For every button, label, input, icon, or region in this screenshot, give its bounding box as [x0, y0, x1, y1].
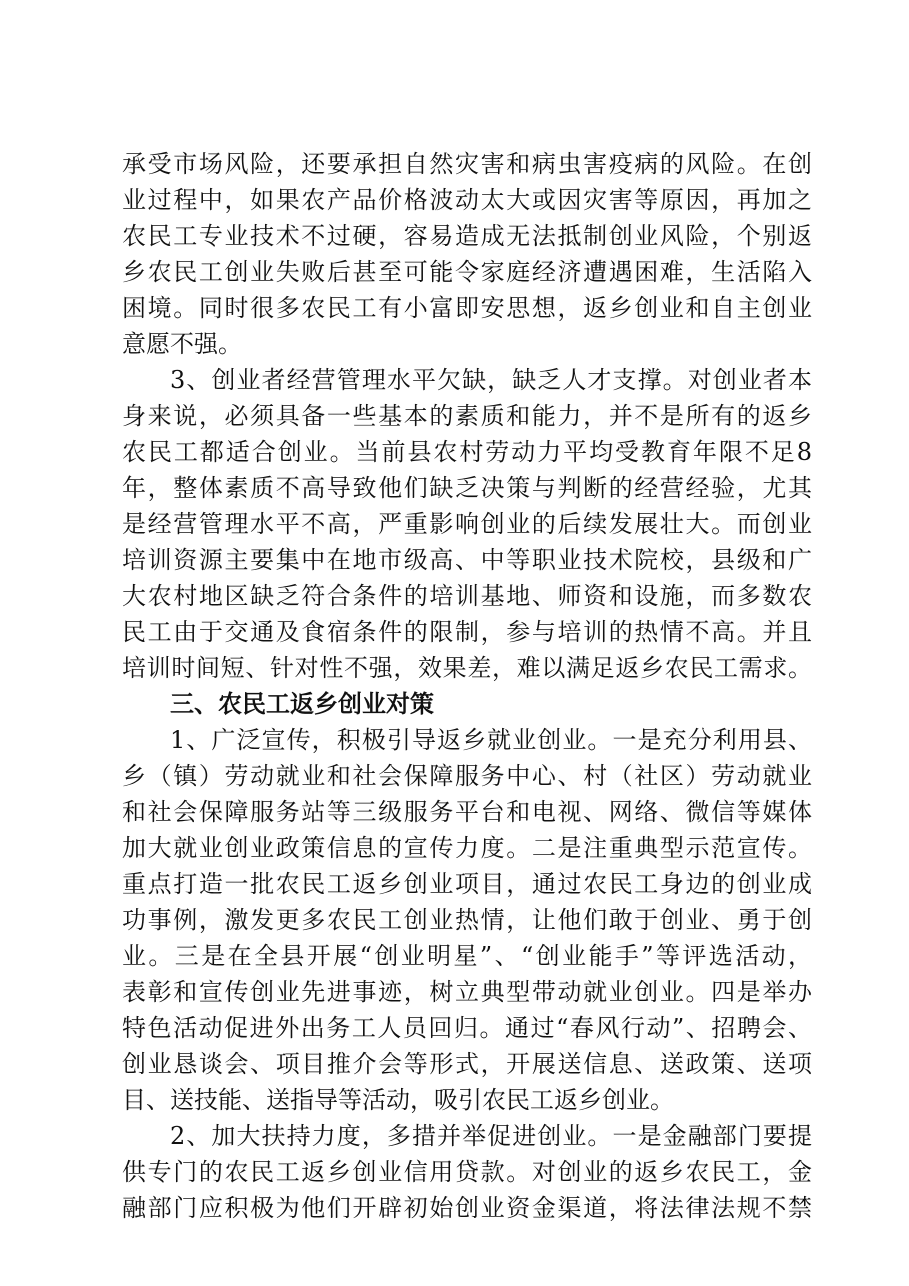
text-line: 承受市场风险，还要承担自然灾害和病虫害疫病的风险。在创: [122, 150, 812, 178]
text-line: 业过程中，如果农产品价格波动太大或因灾害等原因，再加之: [122, 186, 812, 214]
text-line: 培训时间短、针对性不强，效果差，难以满足返乡农民工需求。: [122, 654, 812, 682]
text-line: 农民工都适合创业。当前县农村劳动力平均受教育年限不足8: [122, 438, 812, 466]
text-line: 目、送技能、送指导等活动，吸引农民工返乡创业。: [122, 1086, 674, 1114]
body-text: [122, 146, 812, 1226]
text-line: 民工由于交通及食宿条件的限制，参与培训的热情不高。并且: [122, 618, 812, 646]
text-line: 大农村地区缺乏符合条件的培训基地、师资和设施，而多数农: [122, 582, 812, 610]
text-line: 是经营管理水平不高，严重影响创业的后续发展壮大。而创业: [122, 510, 812, 538]
text-line: 和社会保障服务站等三级服务平台和电视、网络、微信等媒体: [122, 798, 812, 826]
text-line: 意愿不强。: [122, 330, 242, 358]
text-line: 困境。同时很多农民工有小富即安思想，返乡创业和自主创业: [122, 294, 812, 322]
text-line: 表彰和宣传创业先进事迹，树立典型带动就业创业。四是举办: [122, 978, 812, 1006]
text-line: 年，整体素质不高导致他们缺乏决策与判断的经营经验，尤其: [122, 474, 812, 502]
paragraph-start-line: 3、创业者经营管理水平欠缺，缺乏人才支撑。对创业者本: [170, 366, 812, 394]
text-line: 加大就业创业政策信息的宣传力度。二是注重典型示范宣传。: [122, 834, 812, 862]
text-line: 身来说，必须具备一些基本的素质和能力，并不是所有的返乡: [122, 402, 812, 430]
paragraph-start-line: 2、加大扶持力度，多措并举促进创业。一是金融部门要提: [170, 1122, 812, 1150]
text-line: 乡农民工创业失败后甚至可能令家庭经济遭遇困难，生活陷入: [122, 258, 812, 286]
section-heading: 三、农民工返乡创业对策: [170, 690, 434, 718]
text-line: 特色活动促进外出务工人员回归。通过“春风行动”、招聘会、: [122, 1014, 812, 1042]
text-line: 融部门应积极为他们开辟初始创业资金渠道，将法律法规不禁: [122, 1194, 812, 1222]
text-line: 乡（镇）劳动就业和社会保障服务中心、村（社区）劳动就业: [122, 762, 812, 790]
text-line: 功事例，激发更多农民工创业热情，让他们敢于创业、勇于创: [122, 906, 812, 934]
text-line: 业。三是在全县开展“创业明星”、“创业能手”等评选活动，: [122, 942, 812, 970]
text-line: 重点打造一批农民工返乡创业项目，通过农民工身边的创业成: [122, 870, 812, 898]
text-line: 创业恳谈会、项目推介会等形式，开展送信息、送政策、送项: [122, 1050, 812, 1078]
text-line: 供专门的农民工返乡创业信用贷款。对创业的返乡农民工，金: [122, 1158, 812, 1186]
text-line: 培训资源主要集中在地市级高、中等职业技术院校，县级和广: [122, 546, 812, 574]
text-line: 农民工专业技术不过硬，容易造成无法抵制创业风险，个别返: [122, 222, 812, 250]
paragraph-start-line: 1、广泛宣传，积极引导返乡就业创业。一是充分利用县、: [170, 726, 812, 754]
